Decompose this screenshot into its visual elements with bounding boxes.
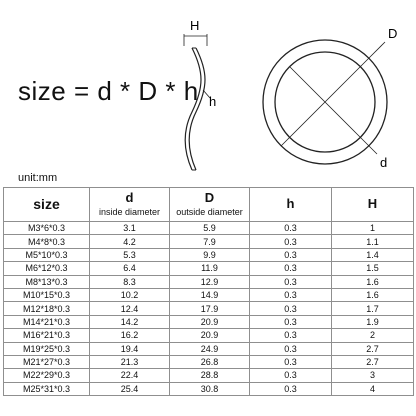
table-row [4, 315, 414, 328]
cell-size: M19*25*0.3 [4, 342, 90, 355]
cell-D: 5.9 [170, 222, 250, 235]
table-body [4, 222, 414, 396]
cell-D: 11.9 [170, 262, 250, 275]
cell-size: M3*6*0.3 [4, 222, 90, 235]
cell-D: 9.9 [170, 248, 250, 261]
cell-d: 6.4 [90, 262, 170, 275]
cell-size: M21*27*0.3 [4, 355, 90, 368]
cell-D: 17.9 [170, 302, 250, 315]
cell-d: 22.4 [90, 369, 170, 382]
cell-D: 14.9 [170, 288, 250, 301]
washer-side-view [170, 12, 230, 182]
cell-D: 20.9 [170, 315, 250, 328]
cell-size: M14*21*0.3 [4, 315, 90, 328]
table-row [4, 369, 414, 382]
cell-size: M4*8*0.3 [4, 235, 90, 248]
size-formula: size = d * D * h [18, 76, 199, 106]
table-row [4, 382, 414, 395]
cell-h: 0.3 [250, 262, 332, 275]
cell-size: M10*15*0.3 [4, 288, 90, 301]
cell-h: 0.3 [250, 288, 332, 301]
washer-profile-inner [189, 48, 205, 170]
table-row [4, 235, 414, 248]
cell-D: 12.9 [170, 275, 250, 288]
cell-h: 0.3 [250, 275, 332, 288]
header-size: size [4, 188, 90, 222]
table-row [4, 248, 414, 261]
washer-top-view [245, 12, 410, 182]
cell-H: 3 [332, 369, 414, 382]
cell-h: 0.3 [250, 222, 332, 235]
cell-d: 16.2 [90, 329, 170, 342]
table-row [4, 329, 414, 342]
inner-diameter-label: d [380, 155, 388, 170]
cell-h: 0.3 [250, 382, 332, 395]
table-row [4, 355, 414, 368]
table-row [4, 275, 414, 288]
cell-h: 0.3 [250, 315, 332, 328]
cell-H: 1.5 [332, 262, 414, 275]
header-outside-diameter: D outside diameter [170, 188, 250, 222]
cell-d: 4.2 [90, 235, 170, 248]
cell-d: 14.2 [90, 315, 170, 328]
cell-size: M8*13*0.3 [4, 275, 90, 288]
cell-d: 25.4 [90, 382, 170, 395]
header-height: H [332, 188, 414, 222]
outer-diameter-leader [369, 42, 385, 58]
cell-d: 19.4 [90, 342, 170, 355]
cell-h: 0.3 [250, 329, 332, 342]
cell-H: 1.6 [332, 288, 414, 301]
cell-h: 0.3 [250, 248, 332, 261]
cell-D: 28.8 [170, 369, 250, 382]
cell-d: 12.4 [90, 302, 170, 315]
header-thickness: h [250, 188, 332, 222]
table-row [4, 288, 414, 301]
cell-H: 2.7 [332, 342, 414, 355]
header-inside-diameter: d inside diameter [90, 188, 170, 222]
thickness-label: h [209, 94, 217, 109]
cell-d: 3.1 [90, 222, 170, 235]
spec-table [3, 187, 414, 396]
cell-D: 20.9 [170, 329, 250, 342]
cell-size: M12*18*0.3 [4, 302, 90, 315]
cell-H: 1.6 [332, 275, 414, 288]
cell-d: 10.2 [90, 288, 170, 301]
cell-H: 1 [332, 222, 414, 235]
cell-d: 5.3 [90, 248, 170, 261]
table-row [4, 262, 414, 275]
table-row [4, 302, 414, 315]
cell-D: 24.9 [170, 342, 250, 355]
cell-h: 0.3 [250, 369, 332, 382]
cell-size: M5*10*0.3 [4, 248, 90, 261]
cell-D: 26.8 [170, 355, 250, 368]
cell-H: 1.4 [332, 248, 414, 261]
cell-H: 2.7 [332, 355, 414, 368]
washer-profile-outer [185, 48, 201, 170]
cell-h: 0.3 [250, 302, 332, 315]
table-row [4, 342, 414, 355]
cell-H: 1.1 [332, 235, 414, 248]
header-row [4, 188, 414, 222]
height-label: H [190, 18, 200, 33]
diagram-area [0, 0, 416, 195]
cell-size: M16*21*0.3 [4, 329, 90, 342]
unit-label: unit:mm [18, 172, 58, 184]
cell-size: M6*12*0.3 [4, 262, 90, 275]
cell-h: 0.3 [250, 355, 332, 368]
cell-H: 1.7 [332, 302, 414, 315]
cell-d: 8.3 [90, 275, 170, 288]
cell-size: M25*31*0.3 [4, 382, 90, 395]
cell-h: 0.3 [250, 235, 332, 248]
cell-d: 21.3 [90, 355, 170, 368]
outer-diameter-label: D [388, 26, 398, 41]
cell-H: 2 [332, 329, 414, 342]
cell-size: M22*29*0.3 [4, 369, 90, 382]
cell-D: 30.8 [170, 382, 250, 395]
cell-h: 0.3 [250, 342, 332, 355]
cell-H: 4 [332, 382, 414, 395]
cell-D: 7.9 [170, 235, 250, 248]
cell-H: 1.9 [332, 315, 414, 328]
table-row [4, 222, 414, 235]
